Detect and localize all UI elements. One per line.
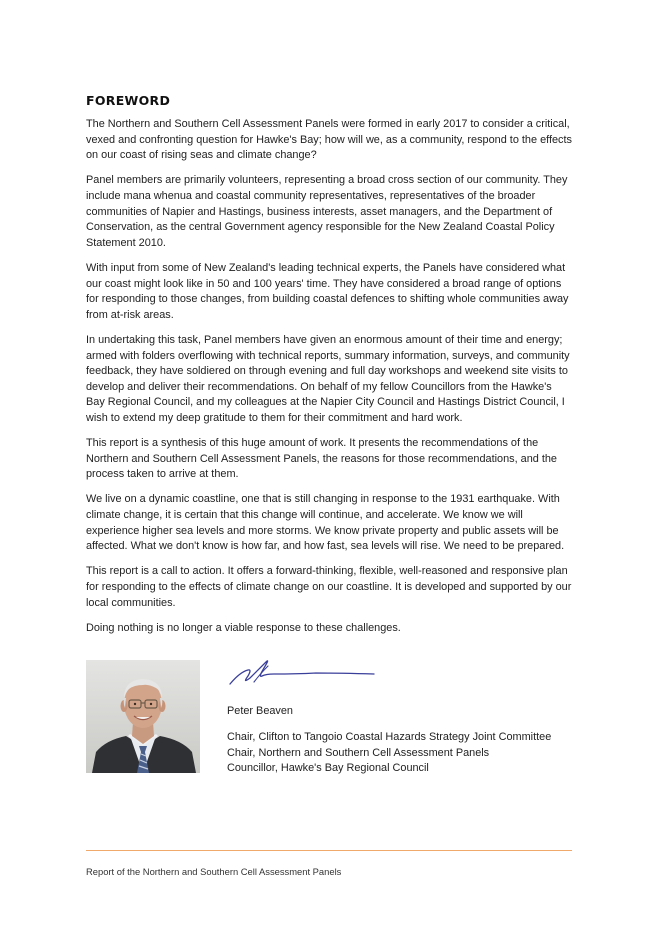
paragraph: Doing nothing is no longer a viable response to these challenges. [86,621,401,634]
paragraph: Panel members are primarily volunteers, representing a broad cross section of our community. They include mana whenua and coastal community representatives, representatives of the broader communities of Napier and Hastings, business interests, asset managers, and the Department of Conservation, as the central Government agency responsible for the New Zealand Coastal Policy Statement 2010. [86,174,568,249]
page-title: FOREWORD [86,93,171,108]
signature-block [86,660,572,780]
signatory-name: Peter Beaven [227,705,293,717]
paragraph: The Northern and Southern Cell Assessment Panels were formed in early 2017 to consider a critical, vexed and confronting question for Hawke's Bay; how will we, as a community, respond to the effects on our coast of rising seas and climate change? [86,118,572,162]
signatory-role: Chair, Northern and Southern Cell Assessment Panels [227,746,490,759]
handwritten-signature [226,652,376,692]
portrait-photo [86,660,200,773]
paragraph: With input from some of New Zealand's leading technical experts, the Panels have considered what our coast might look like in 50 and 100 years' time. They have considered a broad range of options for responding to those changes, from building coastal defences to shifting whole communities away from at-risk areas. [86,261,569,321]
paragraph: In undertaking this task, Panel members have given an enormous amount of their time and energy; armed with folders overflowing with technical reports, summary information, surveys, and community feedback, they have soldiered on through evening and full day workshops and weekend site visits to develop and deliver their recommendations. On behalf of my fellow Councillors from the Hawke's Bay Regional Council, and my colleagues at the Napier City Council and Hastings District Council, I wish to extend my deep gratitude to them for their commitment and hard work. [86,333,570,424]
paragraph: This report is a call to action. It offers a forward-thinking, flexible, well-reasoned and responsive plan for responding to the effects of climate change on our coastline. It is developed and supported by our local communities. [86,565,572,609]
footer-divider [86,850,572,851]
signatory-roles [227,730,551,777]
paragraph: This report is a synthesis of this huge amount of work. It presents the recommendations of the Northern and Southern Cell Assessment Panels, the reasons for those recommendations, and the process taken to arrive at them. [86,437,557,481]
paragraph: We live on a dynamic coastline, one that is still changing in response to the 1931 earthquake. With climate change, it is certain that this change will continue, and accelerate. We know we will experience higher sea levels and more storms. We know private property and public assets will be affected. What we don't know is how far, and how fast, sea levels will rise. We need to be prepared. [86,493,565,553]
foreword-section [86,93,572,646]
page-footer: Report of the Northern and Southern Cell Assessment Panels [86,866,342,877]
signatory-role: Councillor, Hawke's Bay Regional Council [227,762,429,775]
signatory-role: Chair, Clifton to Tangoio Coastal Hazards Strategy Joint Committee [227,731,552,743]
